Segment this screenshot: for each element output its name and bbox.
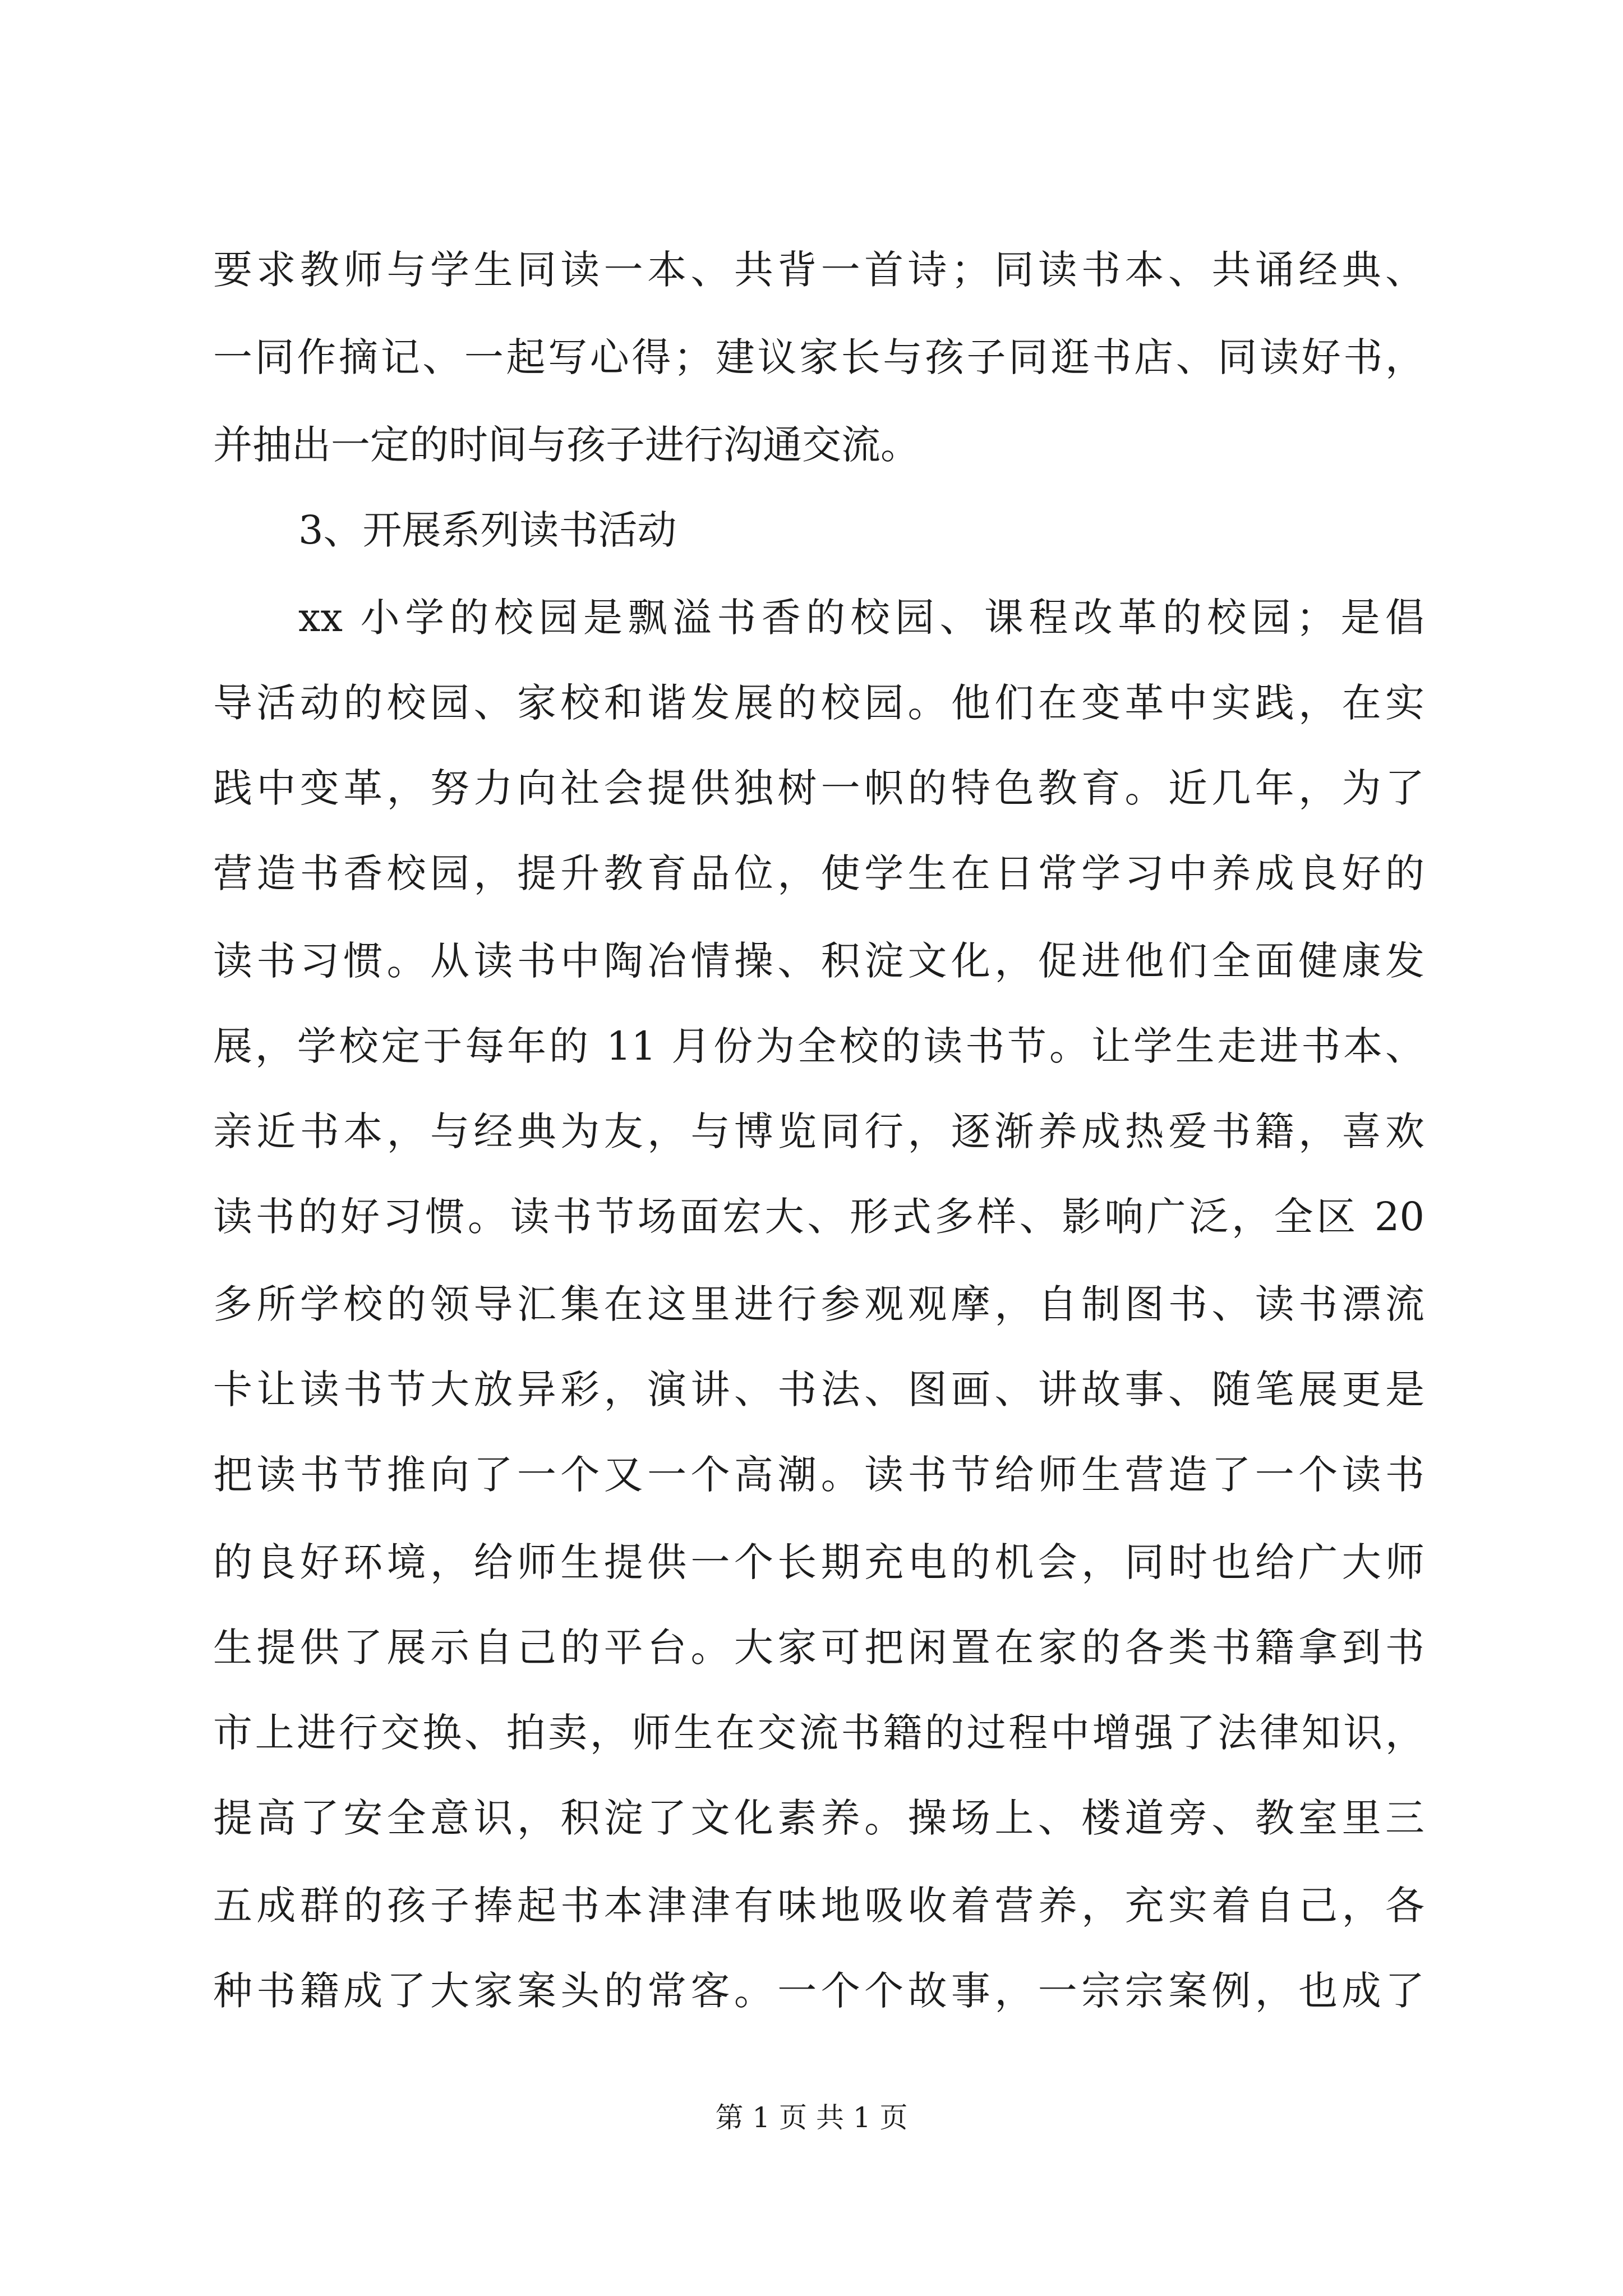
- text-line: 生提供了展示自己的平台。大家可把闲置在家的各类书籍拿到书: [213, 1625, 1424, 1671]
- text-line: 五成群的孩子捧起书本津津有味地吸收着营养，充实着自己，各: [213, 1883, 1424, 1929]
- text-line: 多所学校的领导汇集在这里进行参观观摩，自制图书、读书漂流: [213, 1281, 1424, 1327]
- text-line: 卡让读书节大放异彩，演讲、书法、图画、讲故事、随笔展更是: [213, 1366, 1424, 1412]
- text-line: 践中变革，努力向社会提供独树一帜的特色教育。近几年，为了: [213, 765, 1424, 811]
- text-line: 要求教师与学生同读一本、共背一首诗；同读书本、共诵经典、: [213, 247, 1424, 293]
- text-line: 种书籍成了大家案头的常客。一个个故事，一宗宗案例，也成了: [213, 1968, 1424, 2014]
- text-line: 的良好环境，给师生提供一个长期充电的机会，同时也给广大师: [213, 1539, 1424, 1585]
- text-line: 导活动的校园、家校和谐发展的校园。他们在变革中实践，在实: [213, 680, 1424, 726]
- text-line: 读书的好习惯。读书节场面宏大、形式多样、影响广泛，全区 20: [213, 1194, 1424, 1240]
- page-footer: 第 1 页 共 1 页: [715, 2101, 908, 2134]
- text-line: 提高了安全意识，积淀了文化素养。操场上、楼道旁、教室里三: [213, 1795, 1424, 1841]
- text-line: 展，学校定于每年的 11 月份为全校的读书节。让学生走进书本、: [213, 1023, 1424, 1069]
- text-line: xx 小学的校园是飘溢书香的校园、课程改革的校园；是倡: [298, 595, 1424, 641]
- section-heading: 3、开展系列读书活动: [298, 507, 677, 553]
- text-line: 市上进行交换、拍卖，师生在交流书籍的过程中增强了法律知识，: [213, 1710, 1424, 1756]
- text-line: 并抽出一定的时间与孩子进行沟通交流。: [213, 422, 920, 468]
- text-line: 把读书节推向了一个又一个高潮。读书节给师生营造了一个读书: [213, 1452, 1424, 1498]
- text-line: 一同作摘记、一起写心得；建议家长与孩子同逛书店、同读好书，: [213, 334, 1424, 380]
- text-line: 亲近书本，与经典为友，与博览同行，逐渐养成热爱书籍，喜欢: [213, 1108, 1424, 1154]
- text-line: 营造书香校园，提升教育品位，使学生在日常学习中养成良好的: [213, 850, 1424, 896]
- text-line: 读书习惯。从读书中陶冶情操、积淀文化，促进他们全面健康发: [213, 938, 1424, 984]
